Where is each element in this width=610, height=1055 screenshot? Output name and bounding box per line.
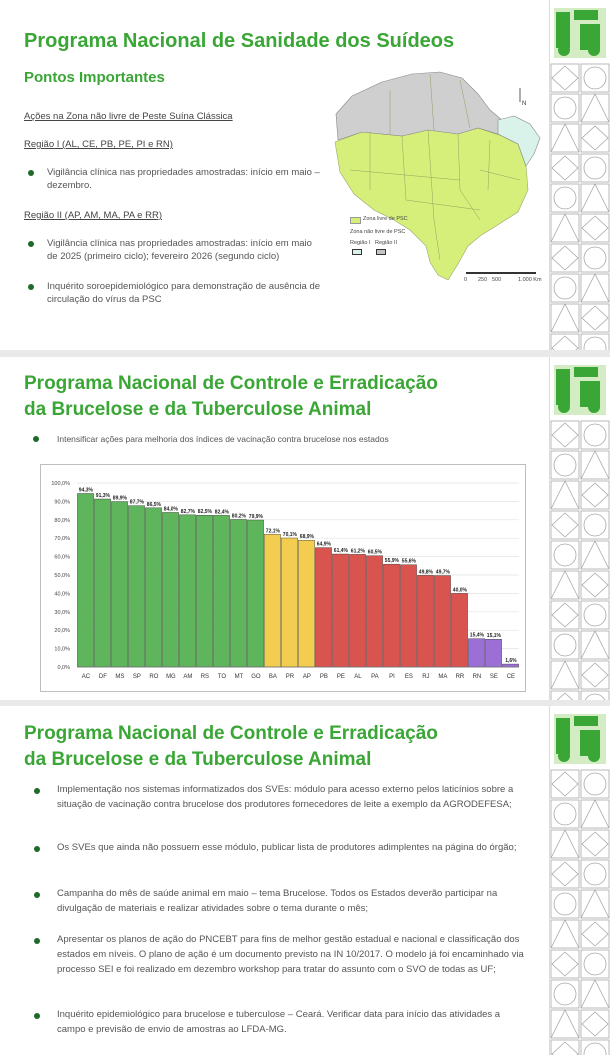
y-tick-label: 50,0% [54, 573, 70, 579]
data-label: 40,0% [452, 587, 467, 594]
x-tick-label: AP [302, 674, 311, 680]
bar [366, 556, 382, 667]
legend-region1-swatch [352, 249, 362, 255]
data-label: 49,8% [418, 569, 433, 576]
x-tick-label: PE [336, 674, 345, 680]
data-label: 68,9% [299, 534, 314, 541]
x-tick-label: GO [251, 674, 261, 680]
data-label: 84,0% [163, 506, 178, 513]
bar [502, 664, 518, 667]
bullet-dot [34, 1013, 40, 1019]
y-tick-label: 60,0% [54, 554, 70, 561]
bar [400, 565, 416, 667]
bar [145, 508, 161, 667]
slide3-bullet-5: Inquérito epidemiológico para brucelose e tuberculose – Ceará. Verificar data para início das atividades a campo e previsão de envio de amostras ao LFDA-MG. [57, 1009, 501, 1035]
x-tick-label: AM [183, 674, 193, 680]
data-label: 15,1% [486, 633, 501, 640]
slide2-title-line2: da Brucelose e da Tuberculose Animal [24, 399, 372, 420]
strip-pattern [550, 706, 610, 1055]
x-tick-label: RS [200, 674, 210, 680]
bar [196, 515, 212, 667]
data-label: 72,1% [265, 528, 280, 535]
slide3-title-line2: da Brucelose e da Tuberculose Animal [24, 749, 372, 770]
section-heading: Ações na Zona não livre de Peste Suína Clássica [24, 111, 233, 122]
y-tick-label: 100,0% [51, 481, 70, 487]
slide3-bullet-1: Implementação nos sistemas informatizados dos SVEs: módulo para acesso externo pelos laticínios sobre a situação de vacinação contra brucelose dos produtores fornecedores de leite a exemplo da AGRODEFESA; [57, 784, 514, 810]
x-tick-label: CE [506, 674, 516, 680]
bar [468, 639, 484, 667]
data-label: 82,5% [197, 509, 212, 516]
north-arrow [520, 88, 526, 107]
slide3-title-line1: Programa Nacional de Controle e Erradicação [24, 723, 438, 744]
legend-nonfree-label: Zona não livre de PSC [350, 229, 406, 235]
x-tick-label: MS [115, 674, 125, 680]
data-label: 87,7% [129, 499, 144, 506]
slide1-subtitle: Pontos Importantes [24, 69, 165, 86]
y-tick-label: 10,0% [54, 646, 70, 653]
x-tick-label: AC [81, 674, 91, 680]
slide-brucelose-actions [0, 706, 610, 1055]
bar [162, 512, 178, 667]
x-tick-label: ES [404, 674, 413, 680]
x-tick-label: MG [166, 674, 176, 680]
data-label: 15,4% [469, 632, 484, 639]
data-label: 91,3% [95, 493, 110, 500]
region2-bullet-2: Inquérito soroepidemiológico para demonstração de ausência de circulação do vírus da PSC [47, 281, 321, 305]
slide3-bullet-3: Campanha do mês de saúde animal em maio – tema Brucelose. Todos os Estados deverão participar na divulgação de materiais e realizar atividades sobre o tema durante o mês; [57, 888, 498, 914]
strip-pattern [550, 357, 610, 700]
y-tick-label: 80,0% [54, 517, 70, 524]
x-tick-label: DF [98, 674, 107, 680]
bar [349, 554, 365, 667]
data-label: 1,6% [505, 658, 517, 665]
data-label: 79,9% [248, 513, 263, 520]
svg-text:N: N [522, 101, 527, 107]
bullet-dot [28, 170, 34, 176]
data-label: 82,7% [180, 508, 195, 515]
decorative-strip [549, 706, 610, 1055]
slide3-bullet-4: Apresentar os planos de ação do PNCEBT para fins de melhor gestão estadual e nacional e classificação dos estados em níveis. O plano de ação é um documento previsto na IN 10/2017. O modelo já foi encaminhado via processo SEI e foi realizado em dezembro workshop para tratar do assunto com o SVO de todas as UF; [57, 934, 524, 975]
data-label: 64,9% [316, 541, 331, 548]
x-tick-label: SE [489, 674, 498, 680]
slide3-bullet-2: Os SVEs que ainda não possuem esse módulo, publicar lista de produtores adimplentes na página do órgão; [57, 842, 517, 853]
data-label: 70,1% [282, 532, 297, 539]
bullet-dot [34, 892, 40, 898]
bar [94, 499, 110, 667]
y-tick-label: 30,0% [54, 609, 70, 616]
slide1-title: Programa Nacional de Sanidade dos Suídeos [24, 30, 455, 52]
zone-free-psc-area [335, 128, 528, 280]
bar [77, 493, 93, 667]
bar [281, 538, 297, 667]
data-label: 60,5% [367, 549, 382, 556]
bullet-dot [34, 788, 40, 794]
scale-label: 0 [464, 277, 468, 283]
region2-heading: Região II (AP, AM, MA, PA e RR) [24, 210, 162, 221]
bar [213, 515, 229, 667]
legend-region2-label: Região II [375, 240, 398, 246]
bar [417, 575, 433, 667]
x-tick-label: PI [389, 674, 395, 680]
legend-region2-swatch [376, 249, 386, 255]
y-tick-label: 40,0% [54, 591, 70, 598]
x-tick-label: PA [371, 674, 379, 680]
y-tick-label: 20,0% [54, 628, 70, 635]
y-tick-label: 90,0% [54, 499, 70, 506]
y-tick-label: 0,0% [57, 665, 70, 671]
brazil-map [330, 70, 545, 285]
strip-pattern [550, 0, 610, 350]
slide-suideos [0, 0, 610, 350]
scale-label: 1.000 Km [518, 277, 542, 283]
x-tick-label: AL [354, 674, 362, 680]
bar [383, 564, 399, 667]
x-tick-label: RJ [422, 674, 430, 680]
x-tick-label: RO [149, 674, 159, 680]
x-tick-label: BA [268, 674, 277, 680]
bar [111, 502, 127, 667]
bar [332, 554, 348, 667]
bar [485, 639, 501, 667]
data-label: 82,4% [214, 509, 229, 516]
bar [298, 540, 314, 667]
data-label: 49,7% [435, 569, 450, 576]
scale-label: 250 [478, 277, 488, 283]
x-tick-label: SP [132, 674, 141, 680]
logo-icon [554, 365, 606, 415]
data-label: 61,2% [350, 548, 365, 555]
map-scale-bar [466, 272, 536, 274]
region1-heading: Região I (AL, CE, PB, PE, PI e RN) [24, 139, 173, 150]
bar [434, 576, 450, 667]
bullet-dot [34, 938, 40, 944]
region2-bullet-1: Vigilância clínica nas propriedades amostradas: início em maio de 2025 (primeiro ciclo); fevereiro 2026 (segundo ciclo) [47, 238, 312, 262]
data-label: 89,9% [112, 495, 127, 502]
bullet-dot [33, 436, 39, 442]
legend-free-swatch [350, 217, 361, 224]
bar [179, 515, 195, 667]
x-tick-label: MT [234, 674, 244, 680]
x-tick-label: PB [319, 674, 328, 680]
slide-brucelose-chart [0, 357, 610, 700]
legend-free-label: Zona livre de PSC [363, 216, 408, 222]
x-tick-label: MA [438, 674, 448, 680]
data-label: 61,4% [333, 548, 348, 555]
bar [451, 593, 467, 667]
scale-label: 500 [492, 277, 502, 283]
vaccination-bar-chart [41, 465, 523, 689]
region1-bullet: Vigilância clínica nas propriedades amostradas: início em maio – dezembro. [47, 167, 320, 191]
x-tick-label: RR [455, 674, 465, 680]
bar [264, 534, 280, 667]
decorative-strip [549, 357, 610, 700]
data-label: 86,5% [146, 501, 161, 508]
data-label: 80,2% [231, 513, 246, 520]
legend-region1-label: Região I [350, 240, 371, 246]
bar [315, 548, 331, 667]
bullet-dot [28, 284, 34, 290]
x-tick-label: PR [285, 674, 295, 680]
decorative-strip [549, 0, 610, 350]
data-label: 94,3% [78, 487, 93, 494]
x-tick-label: TO [217, 674, 227, 680]
data-label: 55,6% [401, 558, 416, 565]
bar [247, 520, 263, 667]
slide2-title-line1: Programa Nacional de Controle e Erradicação [24, 373, 438, 394]
logo-icon [554, 714, 606, 764]
y-tick-label: 70,0% [54, 536, 70, 543]
bar [128, 506, 144, 667]
bar [230, 519, 246, 667]
bullet-dot [34, 846, 40, 852]
logo-icon [554, 8, 606, 58]
bullet-dot [28, 241, 34, 247]
x-tick-label: RN [472, 674, 482, 680]
slide2-bullet: Intensificar ações para melhoria dos índices de vacinação contra brucelose nos estados [57, 434, 389, 444]
data-label: 55,9% [384, 558, 399, 565]
